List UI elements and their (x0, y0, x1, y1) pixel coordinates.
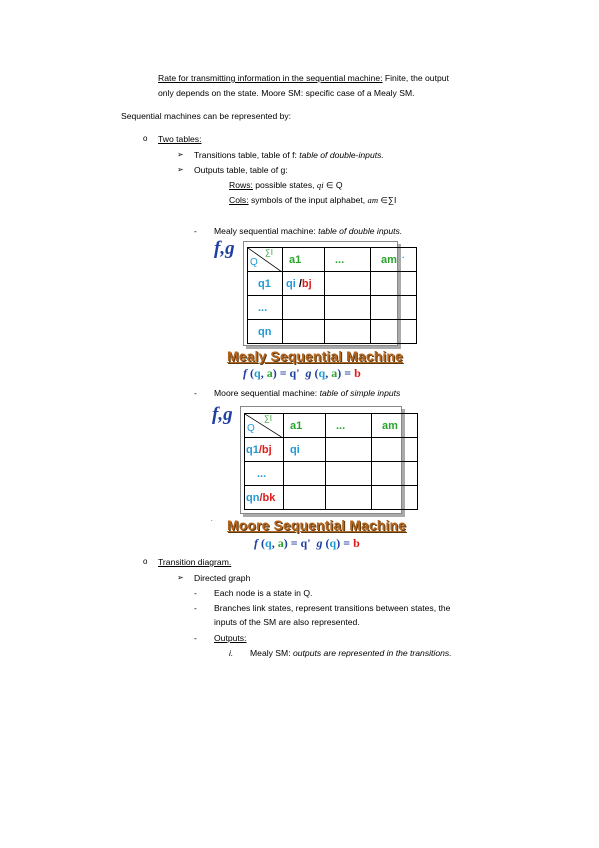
moore-banner-title: Moore Sequential Machine (227, 517, 406, 533)
transitions-prefix: Transitions table, table of f: (194, 150, 300, 160)
cols-label: Cols: (229, 195, 249, 205)
eq-b: b (353, 536, 360, 550)
moore-state-q1-output: /bj (258, 443, 272, 456)
moore-cell (284, 486, 326, 510)
moore-state-q1 (245, 438, 284, 462)
represented-text: Sequential machines can be represented by: (121, 111, 292, 121)
mealy-state-dots: ... (248, 296, 283, 320)
rows-line (229, 180, 343, 191)
mealy-state-qn: qn (248, 320, 283, 344)
eq-q: q (254, 366, 261, 380)
mealy-state-q1: q1 (248, 272, 283, 296)
eq-eqq: = q' (287, 536, 311, 550)
mealy-prefix: Mealy sequential machine: (214, 226, 319, 236)
cols-symbol: am (367, 195, 379, 205)
moore-state-qn (245, 486, 284, 510)
arrow-bullet-icon: ➢ (177, 573, 184, 582)
mealy-cell-qi-bj (283, 272, 325, 296)
rows-label: Rows: (229, 180, 253, 190)
eq-f: f (243, 366, 247, 380)
mealy-sm-italic: outputs are represented in the transitions. (292, 648, 452, 658)
eq-rpq: ) (336, 536, 341, 550)
eq-eqq: = q' (276, 366, 300, 380)
eq-lpq: ( (322, 536, 330, 550)
moore-corner-cell (245, 414, 284, 438)
eq-g: g (305, 366, 312, 380)
moore-cell (284, 462, 326, 486)
moore-corner-sigma: ∑I (264, 414, 272, 423)
moore-cell-qi: qi (284, 438, 326, 462)
rows-tail: ∈ Q (323, 180, 343, 190)
bullet-o-2: o (143, 557, 148, 566)
eq-eqb: = (341, 366, 355, 380)
eq-f: f (254, 536, 258, 550)
mealy-cell (371, 296, 417, 320)
cols-tail: ∈∑I (378, 195, 397, 205)
eq-lp: ( (258, 536, 265, 550)
dash: - (194, 633, 197, 643)
mealy-fg-label: f,g (214, 238, 235, 259)
mealy-corner-sigma: ∑I (265, 248, 273, 257)
dash: - (194, 588, 197, 598)
mealy-cell (325, 320, 371, 344)
eq-lp: ( (247, 366, 254, 380)
eq-q: q (265, 536, 272, 550)
mealy-cell (283, 296, 325, 320)
bullet-o-1: o (143, 134, 148, 143)
moore-header-a1: a1 (284, 414, 326, 438)
moore-state-qn-output: /bk (259, 491, 276, 504)
moore-fg-label: f,g (212, 404, 233, 425)
eq-a: a (277, 536, 284, 550)
rows-symbol: qi (316, 180, 324, 190)
mealy-dash: - (194, 226, 197, 236)
moore-state-qn-label: qn (246, 491, 260, 504)
roman-i: i. (229, 648, 234, 658)
eq-rp: ) (272, 366, 277, 380)
eq-a: a (266, 366, 273, 380)
rows-text: possible states, (252, 180, 317, 190)
two-tables-title: Two tables: (158, 134, 202, 144)
mealy-header-dots: ... (325, 248, 371, 272)
moore-cell (372, 486, 418, 510)
mealy-header-am: am (371, 248, 417, 272)
eq-comma: , (325, 366, 332, 380)
moore-header-dots: ... (326, 414, 372, 438)
eq-eqb: = (340, 536, 354, 550)
mealy-cell (371, 320, 417, 344)
moore-cell (372, 462, 418, 486)
cols-line (229, 195, 396, 206)
mealy-line (214, 226, 402, 236)
mealy-equation (243, 366, 361, 381)
branches-line-1: Branches link states, represent transitions between states, the (214, 603, 451, 613)
transition-title: Transition diagram. (158, 557, 232, 567)
outputs-label: Outputs: (214, 633, 247, 643)
intro-line-1-rest: Finite, the output (382, 73, 449, 83)
mealy-dot: . (402, 250, 405, 260)
mealy-sm-prefix: Mealy SM: (250, 648, 293, 658)
intro-heading: Rate for transmitting information in the sequential machine: (158, 73, 383, 83)
intro-line-2: only depends on the state. Moore SM: specific case of a Mealy SM. (158, 88, 415, 98)
mealy-cell (325, 296, 371, 320)
cols-text: symbols of the input alphabet, (248, 195, 368, 205)
mealy-cell (283, 320, 325, 344)
moore-header-am: am (372, 414, 418, 438)
arrow-bullet-icon: ➢ (177, 150, 184, 159)
eq-rp: ) (283, 536, 288, 550)
moore-cell (326, 462, 372, 486)
mealy-banner-title: Mealy Sequential Machine (227, 348, 403, 364)
moore-cell (326, 438, 372, 462)
eq-lp: ( (311, 366, 319, 380)
mealy-cell-b: bj (301, 277, 312, 290)
mealy-cell-q: qi (286, 277, 296, 290)
eq-b: b (354, 366, 361, 380)
mealy-cell (325, 272, 371, 296)
each-node: Each node is a state in Q. (214, 588, 313, 598)
moore-table (244, 413, 418, 510)
mealy-cell-sep: / (295, 277, 302, 290)
moore-state-q1-label: q1 (246, 443, 259, 456)
moore-equation (254, 536, 360, 551)
outputs-table-line: Outputs table, table of g: (194, 165, 288, 175)
arrow-bullet-icon: ➢ (177, 165, 184, 174)
mealy-table (247, 247, 417, 344)
moore-italic: table of simple inputs (319, 388, 401, 398)
moore-prefix: Moore sequential machine: (214, 388, 320, 398)
eq-comma: , (271, 536, 278, 550)
mealy-sm-outputs (250, 648, 452, 658)
eq-q: q (318, 366, 326, 380)
branches-line-2: inputs of the SM are also represented. (214, 617, 360, 627)
transitions-table-line (194, 150, 384, 160)
eq-comma: , (260, 366, 267, 380)
moore-cell (326, 486, 372, 510)
dash: - (194, 603, 197, 613)
moore-cell (372, 438, 418, 462)
intro-line-1 (158, 73, 449, 83)
eq-rp: ) (337, 366, 342, 380)
moore-dash: - (194, 388, 197, 398)
moore-line (214, 388, 400, 398)
mealy-italic: table of double inputs. (318, 226, 403, 236)
eq-q2: q (329, 536, 337, 550)
mealy-corner-q: Q (250, 257, 258, 268)
directed-graph: Directed graph (194, 573, 251, 583)
transitions-italic: table of double-inputs. (299, 150, 384, 160)
mealy-header-a1: a1 (283, 248, 325, 272)
mealy-corner-cell (248, 248, 283, 272)
mealy-cell (371, 272, 417, 296)
moore-small-dot: . (211, 517, 213, 523)
moore-state-dots: ... (245, 462, 284, 486)
moore-corner-q: Q (247, 423, 255, 434)
eq-a: a (331, 366, 338, 380)
eq-g: g (316, 536, 323, 550)
